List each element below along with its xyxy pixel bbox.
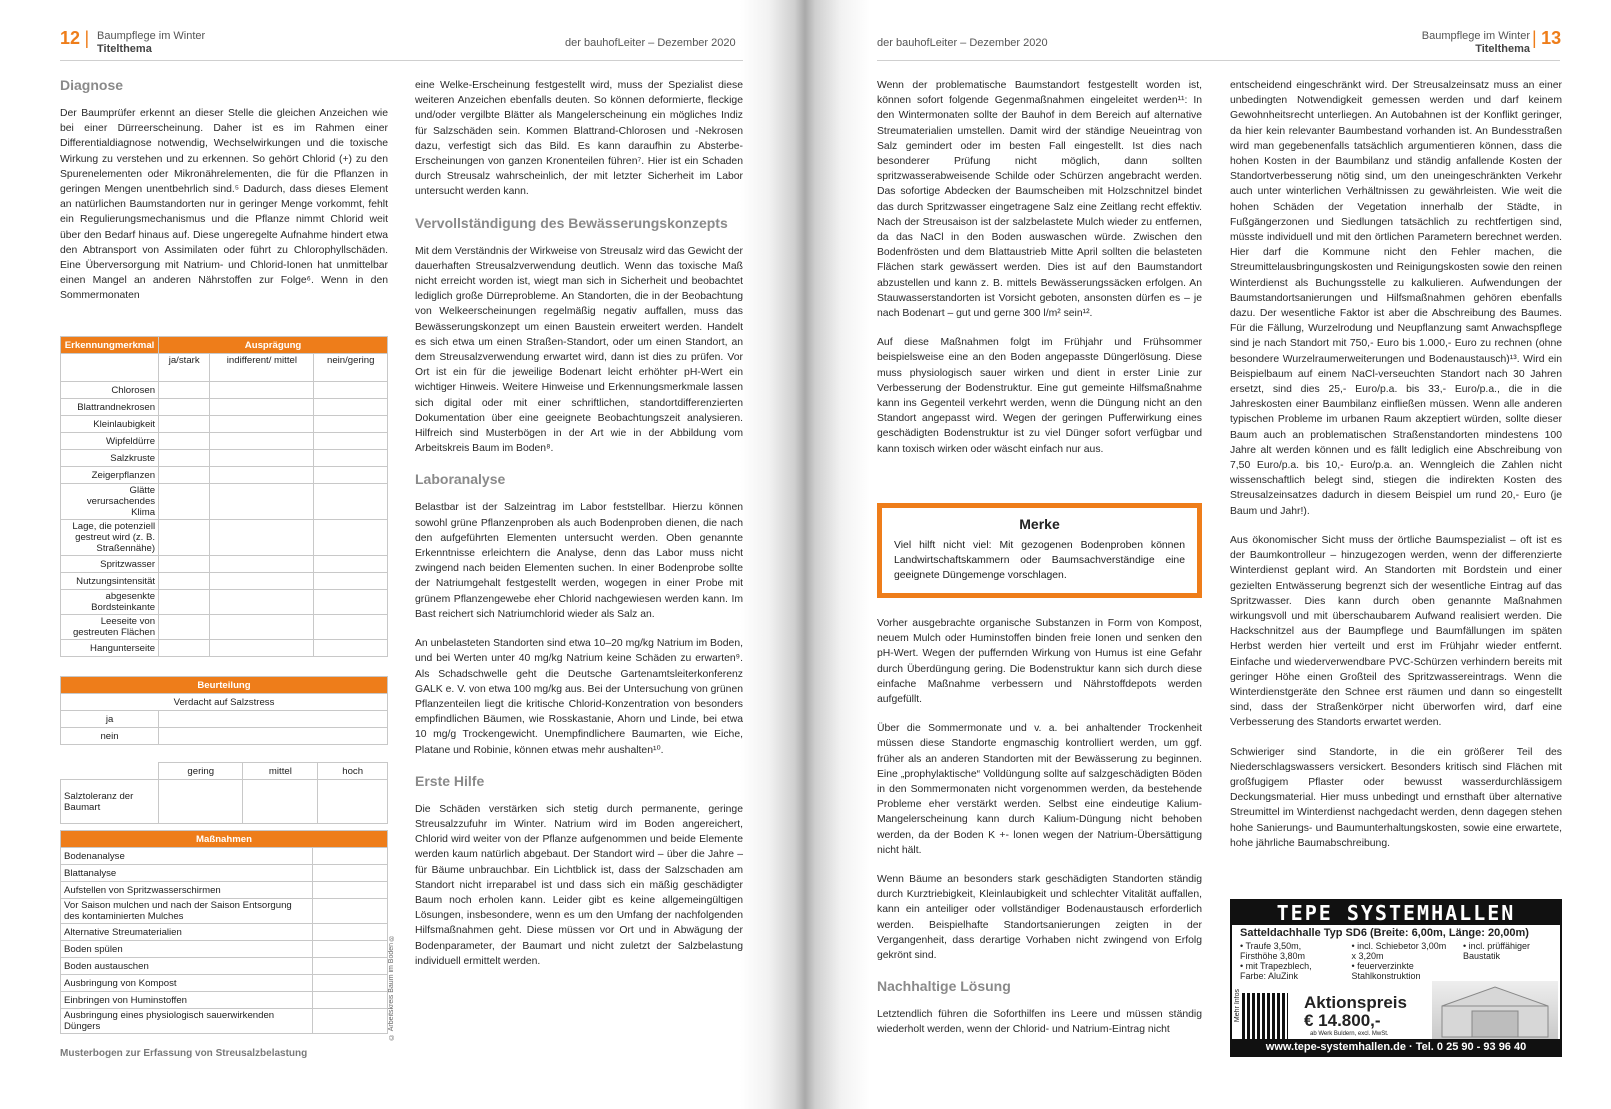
body-paragraph: Letztendlich führen die Soforthilfen ins Leere und müssen ständig wiederholt werden, wenn der Chlorid- und Natrium-Eintrag nicht (877, 1009, 1202, 1036)
scale-label: hoch (318, 763, 388, 780)
scale-label: gering (159, 763, 243, 780)
ad-more-info: Mehr Infos (1234, 989, 1241, 1023)
table-cell (159, 780, 243, 824)
hall-icon (1432, 981, 1558, 1039)
right-header-magazine: der bauhofLeiter – Dezember 2020 (877, 37, 1048, 49)
row-label: Lage, die potenziell gestreut wird (z. B. Straßennähe) (61, 520, 159, 556)
table-cell (314, 520, 388, 556)
table-cell (312, 865, 387, 882)
table-cell (159, 711, 388, 728)
page-number: 12 (60, 28, 81, 48)
row-label: Ausbringung eines physiologisch sauerwirkenden Düngers (61, 1009, 313, 1034)
table-cell (210, 556, 314, 573)
table-cell (314, 556, 388, 573)
table-cell (243, 780, 318, 824)
table-cell (312, 975, 387, 992)
table-cell (159, 399, 210, 416)
table-cell (159, 556, 210, 573)
ad-headline: Satteldachhalle Typ SD6 (Breite: 6,00m, Länge: 20,00m) (1240, 927, 1529, 939)
table-cell (314, 573, 388, 590)
merke-text: Viel hilft nicht viel: Mit gezogenen Bodenproben können Landwirtschaftskammern oder Baumsachverständige eine geeignete Düngemenge vorschlagen. (894, 540, 1185, 581)
row-label: Wipfeldürre (61, 433, 159, 450)
body-paragraph: An unbelasteten Standorten sind etwa 10–20 mg/kg Natrium im Boden, und bei Werten unter 40 mg/kg Natrium keine Schäden zu erwarten⁹. Als Schadschwelle geht die Deutsche Gartenamtsleiterkonferenz GALK e. V. von etwa 100 mg/kg aus. Bei der Untersuchung von grünen Pflanzenteilen liegt die kritische Chlorid-Konzentration von besonders empfindlichen Bäumen, wie Rosskastanie, Ahorn und Linde, bei etwa 10 mg/g Trockengewicht. Unempfindlichere Baumarten, wie Eiche, Platane und Robinie, können etwas mehr aushalten¹⁰. (415, 638, 743, 756)
body-paragraph: Belastbar ist der Salzeintrag im Labor feststellbar. Hierzu können sowohl grüne Pflanzenproben als auch Bodenproben dienen, die nach den aufgeführten Elementen untersucht werden. Oben genannte Erkenntnisse erleichtern die Analyse, denn das Labor muss nicht zwingend nach beiden Elementen suchen. In einer Bodenprobe sollte der Natriumgehalt festgestellt werden, wogegen in einer Probe mit grünem Pflanzengewebe eher Chlorid nachgewiesen werden kann. Im Bast reichert sich Natriumchlorid wieder als Salz an. (415, 502, 743, 620)
left-page-header (60, 28, 89, 49)
table-cell (314, 382, 388, 399)
body-paragraph: Vorher ausgebrachte organische Substanzen in Form von Kompost, neuem Mulch oder Huminstoffen binden freie Ionen und senken den pH-Wert. Wegen der puffernden Wirkung von Humus ist eine Gefahr durch Überdüngung gering. Die Bodenstruktur kann sich durch diese einfache Maßnahme verbessern und Nährstoffdepots werden aufgefüllt. (877, 618, 1202, 706)
section-heading: Vervollständigung des Bewässerungskonzepts (415, 214, 728, 231)
table-cell (312, 924, 387, 941)
column-1 (60, 76, 388, 318)
table-subheader: Verdacht auf Salzstress (61, 694, 388, 711)
column-header: nein/gering (314, 354, 388, 382)
table-cell (210, 433, 314, 450)
table-cell (318, 780, 388, 824)
table-cell (159, 573, 210, 590)
ad-fineprint: ab Werk Buldern, excl. MwSt. (1310, 1031, 1389, 1037)
hall-image (1432, 981, 1558, 1039)
table-cell (210, 640, 314, 657)
header-divider: | (1532, 28, 1537, 48)
table-cell (210, 450, 314, 467)
body-paragraph: eine Welke-Erscheinung festgestellt wird, muss der Spezialist diese weiteren Anzeichen ebenfalls deuten. So können deformierte, fleckige und/oder vergilbte Blätter als Mangelerscheinung ein mögliches Indiz für Salzschäden sein. Kommen Blattrand-Chlorosen und -Nekrosen dazu, verfestigt sich das Bild. Es kann daraufhin zu Absterbe-Erscheinungen von ganzen Kronenteilen führen⁷. Hier ist ein Schaden durch Streusalz wahrscheinlich, der mit letzter Sicherheit im Labor untersucht werden kann. (415, 80, 743, 198)
ad-brand: TEPE SYSTEMHALLEN (1232, 901, 1560, 925)
table-cell (314, 399, 388, 416)
row-label: abgesenkte Bordsteinkante (61, 590, 159, 615)
page-gutter (740, 0, 870, 1109)
body-paragraph: Aus ökonomischer Sicht muss der örtliche Baumspezialist – oft ist es der Baumkontrolleur – hinzugezogen werden, wenn der differenzierte Winterdienst geplant wird. An Standorten mit Bordstein und einer gezielten Entwässerung begrenzt sich der wesentliche Eintrag auf das Spritzwasser. Dies kann durch oben genannte Maßnahmen wirkungsvoll und mit überschaubarem Aufwand realisiert werden. Die Hackschnitzel aus der Baumpflege und Baumfällungen im späten Herbst werden hier verteilt und erst im Frühjahr wieder entfernt. Einfache und wiederverwendbare PVC-Schürzen verhindern bereits mit geringer Höhe einen Großteil des Spritzwassereintrags. Wenn die Winterdienstgeräte den Schnee erst räumen und dann so eingestellt sind, dass der Straßenkörper nicht überworfen wird, darf eine Verbesserung des Standorts erwartet werden. (1230, 534, 1562, 729)
table-header: Ausprägung (159, 337, 388, 354)
row-label: Spritzwasser (61, 556, 159, 573)
row-label: Einbringen von Huminstoffen (61, 992, 313, 1009)
page-number: 13 (1541, 28, 1562, 48)
left-header-magazine: der bauhofLeiter – Dezember 2020 (565, 37, 736, 49)
table-cell (159, 433, 210, 450)
table-cell (312, 992, 387, 1009)
ad-price-value: € 14.800,- (1304, 1011, 1381, 1030)
table-cell (210, 416, 314, 433)
table-header: Erkennungmerkmal (61, 337, 159, 354)
body-paragraph: Mit dem Verständnis der Wirkweise von Streusalz wird das Gewicht der dauerhaften Streusalzverwendung deutlich. Wenn das toxische Maß nicht erreicht worden ist, wiegt man sich in Sicherheit und beobachtet lediglich große Dürreprobleme. An Standorten, die in der Beobachtung von Welkeerscheinungen regelmäßig negativ auffallen, muss das Bewässerungskonzept um einen Baustein erweitert werden. Handelt es sich etwa um einen Straßen-Standort, oder um einen Standort, an dem Streusalzverwendung erwartet wird, dann ist dies zu prüfen. Vor Ort ist ein für die jeweilige Bodenart leicht erhöhter pH-Wert ein wichtiger Hinweis. Weitere Hinweise und Erkennungsmerkmale lassen sich digital oder mit einer schriftlichen, standortdifferenzierten Dokumentation über eine geeignete Beobachtungszeit analysieren. Hilfreich sind Musterbögen in der Art wie in der Abbildung vom Arbeitskreis Baum im Boden⁸. (415, 245, 744, 455)
column-3 (877, 78, 1202, 471)
column-2 (415, 78, 743, 983)
body-paragraph: Wenn der problematische Baumstandort festgestellt worden ist, können sofort folgende Gegenmaßnahmen eingeleitet werden¹¹: In den Wintermonaten sollte der Bauhof in dem Bereich auf alternative Streumaterialien umstellen. Damit wird der ständige Neueintrag von Salz gemindert oder im besten Fall eingestellt. Ist dies nach besonderer Prüfung nicht möglich, dann sollten spritzwasserabweisende Schilde oder Schürzen angebracht werden. Das sofortige Abdecken der Baumscheiben mit Holzschnitzel bindet das durch Spritzwasser eingetragene Salz eine Zeitlang recht effektiv. Nach der Streusaison ist der salzbelastete Mulch wieder zu entfernen, da das NaCl in den Boden auswaschen würde. Zwischen den Bodenfrösten und dem Blattaustrieb Mitte April sollten die belasteten Flächen stark gewässert werden. Dies ist auf den Baumstandort abzustellen und kann z. B. mittels Bewässerungssäcken erfolgen. An Stauwasserstandorten ist Vorsicht geboten, ansonsten dürfen es – je nach Bodenart – gut und gerne 300 l/m² sein¹². (877, 80, 1202, 320)
table-cell (159, 382, 210, 399)
row-label: Bodenanalyse (61, 848, 313, 865)
scale-label: mittel (243, 763, 318, 780)
right-page-header (1532, 28, 1561, 49)
table-header: Maßnahmen (61, 831, 388, 848)
table-cell (159, 745, 388, 763)
column-header: ja/stark (159, 354, 210, 382)
table-cell (314, 615, 388, 640)
table-cell (159, 467, 210, 484)
ad-contact-line[interactable]: www.tepe-systemhallen.de · Tel. 0 25 90 - 93 96 40 (1232, 1039, 1560, 1055)
body-paragraph: Wenn Bäume an besonders stark geschädigten Standorten ständig durch Kurztriebigkeit, Kleinlaubigkeit und schlechter Vitalität auffallen, kann ein anteiliger oder vollständiger Bodenaustausch erforderlich werden. Beispielhafte Standortsanierungen zeigten in der Vergangenheit, dass derartige Vorhaben nicht zwingend von Erfolg gekrönt sind. (877, 874, 1202, 962)
merke-box (877, 503, 1202, 598)
row-label: Ausbringung von Kompost (61, 975, 313, 992)
table-cell (314, 590, 388, 615)
row-label: Vor Saison mulchen und nach der Saison Entsorgung des kontaminierten Mulches (61, 899, 313, 924)
table-cell (210, 467, 314, 484)
assessment-table (60, 336, 388, 657)
section-heading: Erste Hilfe (415, 772, 485, 789)
right-header-rule (877, 60, 1560, 61)
table-cell (210, 573, 314, 590)
body-paragraph: Die Schäden verstärken sich stetig durch permanente, geringe Streusalzzufuhr im Winter. Natrium wird im Boden angereichert, Chlorid wird weiter von der Pflanze aufgenommen und beide Elemente werden kaum natürlich abgebaut. Der Standort wird – über die Jahre – für Bäume unbrauchbar. Ein Lichtblick ist, dass der Salzschaden am Standort nicht irreparabel ist und dass sich ein mäßig geschädigter Baum noch erholen kann. Leider gibt es keine allgemeingültigen Lösungen, insbesondere, wenn es um den Umfang der nachfolgenden Hilfsmaßnahmen geht. Diese müssen vor Ort und in Abwägung der Bodenparameter, der Baumart und nicht zuletzt der Salzbelastung individuell ermittelt werden. (415, 803, 743, 967)
table-cell (159, 416, 210, 433)
row-label: nein (61, 728, 159, 745)
section-heading: Nachhaltige Lösung (877, 978, 1011, 995)
table-cell (159, 590, 210, 615)
row-label: Chlorosen (61, 382, 159, 399)
table-cell (314, 484, 388, 520)
table-cell (159, 450, 210, 467)
row-label: ja (61, 711, 159, 728)
table-header: Beurteilung (61, 677, 388, 694)
row-label: Alternative Streumaterialien (61, 924, 313, 941)
row-label: Blattanalyse (61, 865, 313, 882)
column-3-continued (877, 616, 1202, 1052)
row-label: Glätte verursachendes Klima (61, 484, 159, 520)
table-cell (312, 941, 387, 958)
row-label: Aufstellen von Spritzwasserschirmen (61, 882, 313, 899)
table-cell (312, 899, 387, 924)
table-cell (210, 382, 314, 399)
row-label: Nutzungsintensität (61, 573, 159, 590)
table-cell (159, 484, 210, 520)
table-cell (210, 520, 314, 556)
ad-feature: • Traufe 3,50m, Firsthöhe 3,80m (1240, 941, 1306, 961)
table-cell (159, 728, 388, 745)
header-divider: | (84, 28, 90, 48)
column-header: indifferent/ mittel (210, 354, 314, 382)
table-cell (210, 615, 314, 640)
row-label: Salzkruste (61, 450, 159, 467)
ad-features (1232, 941, 1560, 981)
measures-grid (60, 830, 388, 1034)
table-cell (312, 848, 387, 865)
left-header-rule (60, 60, 743, 61)
row-label: Kleinlaubigkeit (61, 416, 159, 433)
table-cell (159, 640, 210, 657)
body-paragraph: Über die Sommermonate und v. a. bei anhaltender Trockenheit müssen diese Standorte engmaschig kontrolliert werden, um ggf. früher als an anderen Standorten mit der Bewässerung zu beginnen. Eine „prophylaktische“ Volldüngung sollte auf salzgeschädigten Böden in den Sommermonaten nicht vorgenommen werden, da bestehende Probleme eher verstärkt werden. Selbst eine eindeutige Kalium-Mangelerscheinung kann durch Kalium-Düngung nicht behoben werden, da der Boden K +- lonen wegen der Natrium-Übersättigung nicht hält. (877, 723, 1202, 856)
table-cell (314, 433, 388, 450)
evaluation-table (60, 676, 388, 824)
right-header-section (1390, 30, 1530, 56)
header-section-title: Baumpflege im Winter (1421, 30, 1530, 42)
left-header-section (97, 30, 205, 56)
section-heading: Diagnose (60, 77, 124, 93)
table-cell (312, 882, 387, 899)
row-label: Boden austauschen (61, 958, 313, 975)
body-paragraph: Schwieriger sind Standorte, in die ein größerer Teil des Niederschlagswassers versickert. Besonders kritisch sind Flächen mit großfugigem Pflaster oder bewusst wasserdurchlässigem Deckungsmaterial. Hier muss unbedingt und ernsthaft über alternative Streumittel im Winterdienst nachgedacht werden, denn dagegen stehen hohe Sanierungs- und Baumunterhaltungskosten, sowie eine erwartete, hohe jährliche Baumabschreibung. (1230, 746, 1562, 849)
ad-feature: • feuerverzinkte Stahlkonstruktion (1351, 961, 1421, 981)
table-cell (61, 354, 159, 382)
table-cell (159, 520, 210, 556)
table-cell (159, 615, 210, 640)
table-cell (314, 640, 388, 657)
body-paragraph: entscheidend eingeschränkt wird. Der Streusalzeinsatz muss an einer unbedingten Notwendigkeit gemessen werden und darf keinem Gewohnheitsrecht unterliegen. An Autobahnen ist der Konflikt geringer, da hier kein relevanter Baumbestand vorhanden ist. An Bundesstraßen wird man gegebenenfalls tatsächlich argumentieren können, dass die hohen Kosten in der Baumbilanz und ständig anfallende Kosten der Standortverbesserung nötig sind, um den uneingeschränkten Verkehr auch unter winterlichen Verhältnissen zu gewährleisten. Wie weit die hohen Schäden der Vegetation innerhalb der Städte, in Fußgängerzonen und Siedlungen tatsächlich zu rechtfertigen sind, müsste individuell und mit den örtlichen Parametern berechnet werden. Hier darf die Kommune nicht den Fehler machen, die Streumittelausbringungskosten und Reinigungskosten sowie den reinen Winterdienst als Buchungsstelle zu kalkulieren. Aufwendungen der Baumstandortsanierungen und Hilfsmaßnahmen gehören ebenfalls dazu. Der wesentliche Faktor ist aber die Abschreibung des Baumes. Für die Fällung, Wurzelrodung und Neupflanzung samt Anwachspflege sind je nach Standort mit 750,- Euro bis 1.000,- Euro zu rechnen (ohne besondere Wurzelraumerweiterungen und Bodenaustausch)¹³. Wird ein Beispielbaum auf einem NaCl-verseuchten Standort nach 30 Jahren ersetzt, sind dies 25,- Euro/p.a. bis 33,- Euro/p.a., die in die Jahreskosten einer Baumbilanz einfließen müssen. Wenn alle anderen typischen Probleme im urbanen Raum akzeptiert würden, sollte dieser Baum auch an problematischen Straßenstandorten mindestens 100 Jahre alt werden können und es fällt lediglich eine Abschreibung von 7,50 Euro/p.a. bis 10,- Euro/p.a. an. Wenngleich die Zahlen nicht wissenschaftlich belegt sind, stiegen die indirekten Kosten des Streusalzeinsatzes dadurch in diesem Beispiel um rund 20,- Euro (je Baum und Jahr!). (1230, 80, 1562, 517)
body-paragraph: Der Baumprüfer erkennt an dieser Stelle die gleichen Anzeichen wie bei einer Dürreerscheinung. Daher ist es im Rahmen einer Differentialdiagnose notwendig, Wechselwirkungen und die toxische Wirkung zu verstehen und zu erkennen. So gehört Chlorid (+) zu den Spurenelementen oder Mikronährelementen, die für die Pflanzen in geringen Mengen unentbehrlich sind.⁵ Dadurch, dass dieses Element an natürlichen Baumstandorten nur in geringer Menge vorkommt, fehlt ein Regulierungsmechanismus und die Pflanze nimmt Chlorid weit über den Bedarf hinaus auf. Diese ungeregelte Aufnahme hindert etwa den Abtransport von Assimilaten oder führt zu Chlorophyllschäden. Eine Überversorgung mit Natrium- und Chlorid-Ionen hat unmittelbar einen Mangel an anderen Nährstoffen zur Folge⁶. Wenn in den Sommermonaten (60, 108, 388, 302)
table-cell (314, 416, 388, 433)
row-label: Leeseite von gestreuten Flächen (61, 615, 159, 640)
row-label: Salztoleranz der Baumart (61, 780, 159, 824)
table-cell (312, 1009, 387, 1034)
merke-title: Merke (1019, 516, 1060, 532)
table-cell (314, 450, 388, 467)
ad-feature: • mit Trapezblech, Farbe: AluZink (1240, 961, 1312, 981)
table-cell (210, 590, 314, 615)
row-label: Zeigerpflanzen (61, 467, 159, 484)
figure-caption: Musterbogen zur Erfassung von Streusalzbelastung (60, 1048, 308, 1059)
evaluation-grid (60, 676, 388, 824)
table-cell (210, 484, 314, 520)
table-cell (61, 745, 159, 763)
table-cell (61, 763, 159, 780)
measures-table (60, 830, 388, 1034)
qr-code-icon[interactable] (1242, 993, 1288, 1039)
table-cell (314, 467, 388, 484)
table-cell (312, 958, 387, 975)
ad-feature: • incl. prüffähiger Baustatik (1463, 941, 1531, 961)
body-paragraph: Auf diese Maßnahmen folgt im Frühjahr und Frühsommer beispielsweise eine an den Boden angepasste Düngerlösung. Diese muss physiologisch sauer wirken und dient in erster Linie zur Verbesserung der Bodenstruktur. Eine gut gemeinte Hilfsmaßnahme kann ins Gegenteil verkehrt werden, wenn die Düngung nicht an den Standort angepasst wird. Wegen der geringen Pufferwirkung eines geschädigten Bodenstruktur ist zu viel Dünger sofort verfügbar und kann toxisch wirken oder wäscht einfach nur aus. (877, 337, 1202, 455)
ad-price-label: Aktionspreis (1304, 993, 1407, 1012)
ad-price (1304, 994, 1407, 1030)
column-4 (1230, 78, 1562, 865)
image-credit: © Arbeitskreis Baum im Boden ® (388, 934, 395, 1040)
tepe-advertisement[interactable] (1230, 899, 1562, 1057)
header-topic: Titelthema (1475, 43, 1530, 55)
ad-feature: • incl. Schiebetor 3,00m x 3,20m (1351, 941, 1447, 961)
row-label: Hangunterseite (61, 640, 159, 657)
header-section-title: Baumpflege im Winter (97, 30, 206, 42)
header-topic: Titelthema (97, 43, 152, 55)
section-heading: Laboranalyse (415, 471, 506, 488)
row-label: Boden spülen (61, 941, 313, 958)
characteristics-table (60, 336, 388, 657)
row-label: Blattrandnekrosen (61, 399, 159, 416)
table-cell (210, 399, 314, 416)
